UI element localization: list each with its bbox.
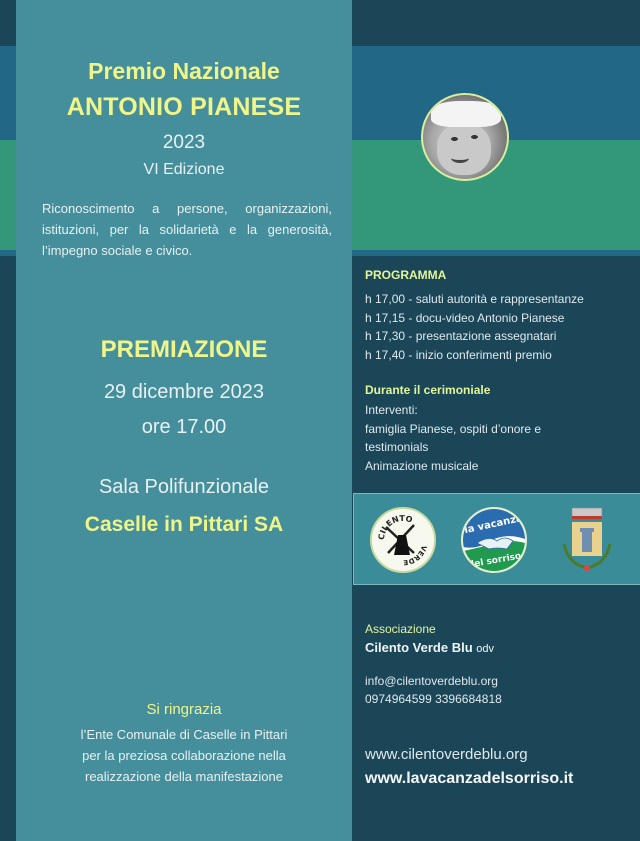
cerimoniale-item: famiglia Pianese, ospiti d’onore e [365,421,542,436]
thanks-line: per la preziosa collaborazione nella [82,748,286,763]
cvb-top-text: CILENTO [376,513,414,541]
association-suffix: odv [476,643,495,655]
thanks-line: realizzazione della manifestazione [84,769,283,784]
contact-info [365,672,502,708]
programma-item: h 17,30 - presentazione assegnatari [365,329,557,343]
year: 2023 [162,132,206,153]
vds-bottom-text: del sorriso [467,551,523,571]
thanks-line: l’Ente Comunale di Caselle in Pittari [80,727,288,742]
event-venue: Sala Polifunzionale [98,476,270,498]
programma-item: h 17,40 - inizio conferimenti premio [365,347,552,362]
thanks-text [16,724,352,787]
cerimoniale-title: Durante il cerimoniale [365,383,491,397]
vacanza-del-sorriso-logo-icon [461,507,527,573]
programma-item: h 17,00 - saluti autorità e rappresentanze [365,292,584,306]
programma-list [365,290,584,364]
portrait-eye [471,135,478,139]
portrait-eye [451,137,458,141]
portrait-mouth [451,153,469,163]
left-panel [16,0,352,841]
portrait-face [437,123,491,175]
website-link-cilentoverdeblu[interactable]: www.cilentoverdeblu.org [365,746,528,763]
cerimoniale-list [365,401,541,475]
website-link-lavacanzadelsorriso[interactable]: www.lavacanzadelsorriso.it [365,770,574,787]
title-line-2: ANTONIO PIANESE [66,93,302,121]
cerimoniale-item: testimonials [365,440,429,454]
cvb-bottom-text: VERDE [402,544,428,567]
event-time: ore 17.00 [141,416,227,438]
edition: VI Edizione [143,161,225,178]
intro-text: Riconoscimento a persone, organizzazioni, istituzioni, per la solidarietà e la generosità, l’impegno sociale e civico. [42,201,332,258]
email-link[interactable]: info@cilentoverdeblu.org [365,674,498,688]
title-line-1: Premio Nazionale [88,58,280,84]
coat-of-arms-icon [554,506,620,576]
phone-numbers: 0974964599 3396684818 [365,692,502,706]
portrait-photo [421,93,509,181]
event-place: Caselle in Pittari SA [84,513,284,536]
association-label: Associazione [365,622,436,636]
cilento-verde-blu-logo-icon [370,507,436,573]
premiazione-heading: PREMIAZIONE [100,336,268,363]
portrait-cap [431,101,501,127]
programma-title: PROGRAMMA [365,268,447,282]
vds-top-text: la vacanza [463,513,524,537]
programma-item: h 17,15 - docu-video Antonio Pianese [365,310,565,325]
thanks-title: Si ringrazia [146,701,222,718]
cerimoniale-item: Interventi: [365,403,418,417]
association-name-text: Cilento Verde Blu [365,640,473,655]
association-name [365,640,494,655]
sponsor-logos [353,493,640,585]
cerimoniale-item: Animazione musicale [365,458,479,473]
event-date: 29 dicembre 2023 [103,381,265,403]
